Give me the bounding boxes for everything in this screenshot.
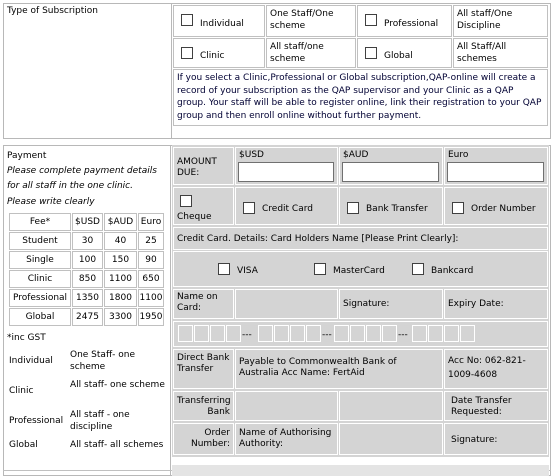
card-digit-box[interactable] [226, 325, 241, 342]
transfer-extra-input[interactable] [339, 391, 443, 421]
professional-label: Professional [384, 19, 439, 29]
cheque-label: Cheque [177, 212, 212, 222]
usd-label: $USD [239, 150, 264, 160]
individual-label: Individual [200, 19, 244, 29]
signature2-label: Signature: [444, 423, 548, 455]
clinic-label: Clinic [200, 51, 225, 61]
fee-table [8, 212, 165, 327]
card-digit-box[interactable] [274, 325, 289, 342]
card-digit-box[interactable] [460, 325, 475, 342]
card-digit-box[interactable] [382, 325, 397, 342]
payment-write-clearly: Please write clearly [7, 197, 95, 207]
card-digit-box[interactable] [366, 325, 381, 342]
transferring-bank-input[interactable] [235, 391, 338, 421]
option-professional-desc: All staff/One Discipline [453, 5, 548, 37]
name-on-card-label: Name on Card: [173, 289, 234, 319]
card-number-separator: --- [398, 330, 408, 340]
fee-cell: 30 [72, 232, 103, 250]
option-clinic-cell[interactable] [173, 38, 265, 68]
method-bank-transfer[interactable] [339, 187, 443, 225]
fee-header-euro: Euro [138, 213, 164, 231]
fee-cell: 25 [138, 232, 164, 250]
global-label: Global [384, 51, 413, 61]
fee-cell: Clinic [9, 270, 71, 288]
credit-card-label: Credit Card [262, 204, 313, 214]
fee-header-aud: $AUD [104, 213, 137, 231]
fee-cell: 2475 [72, 308, 103, 326]
fee-table-header [9, 213, 164, 231]
aud-cell [339, 147, 443, 185]
fee-cell: 1800 [104, 289, 137, 307]
euro-cell [444, 147, 548, 185]
card-digit-box[interactable] [290, 325, 305, 342]
expiry-date-label: Expiry Date: [444, 289, 548, 319]
card-digit-box[interactable] [194, 325, 209, 342]
individual-checkbox[interactable] [181, 14, 193, 26]
option-individual-cell[interactable] [173, 5, 265, 37]
card-digit-box[interactable] [178, 325, 193, 342]
fee-cell: 1350 [72, 289, 103, 307]
bank-transfer-checkbox[interactable] [347, 202, 359, 214]
option-global-cell[interactable] [357, 38, 452, 68]
card-digit-box[interactable] [428, 325, 443, 342]
date-transfer-label: Date Transfer Requested: [444, 391, 548, 421]
option-professional-cell[interactable] [357, 5, 452, 37]
professional-checkbox[interactable] [365, 14, 377, 26]
payable-to-text: Payable to Commonwealth Bank of Australia Acc Name: FertAid [235, 349, 443, 389]
global-checkbox[interactable] [365, 47, 377, 59]
card-type-row [173, 251, 548, 287]
order-number-label: Order Number [471, 204, 536, 214]
visa-label: VISA [237, 266, 258, 276]
fee-header-fee: Fee* [9, 213, 71, 231]
amount-due-label: AMOUNT DUE: [173, 147, 234, 185]
legend-desc: All staff- all schemes [70, 440, 164, 450]
fee-cell: Global [9, 308, 71, 326]
bankcard-checkbox[interactable] [412, 263, 424, 275]
aud-amount-input[interactable] [342, 162, 439, 182]
fee-row [9, 289, 164, 307]
card-digit-box[interactable] [350, 325, 365, 342]
credit-card-checkbox[interactable] [243, 202, 255, 214]
euro-label: Euro [448, 150, 469, 160]
card-digit-box[interactable] [334, 325, 349, 342]
option-individual-desc: One Staff/One scheme [266, 5, 356, 37]
mastercard-checkbox[interactable] [314, 263, 326, 275]
payment-instruction: Please complete payment details for all staff in the one clinic. [7, 166, 157, 191]
fee-row [9, 251, 164, 269]
payment-label: Payment [7, 151, 47, 161]
authorising-input[interactable] [339, 423, 443, 455]
fee-cell: 100 [72, 251, 103, 269]
transferring-bank-label: Transferring Bank [173, 391, 234, 421]
aud-label: $AUD [343, 150, 369, 160]
fee-cell: Single [9, 251, 71, 269]
card-number-row [173, 321, 548, 347]
fee-row [9, 308, 164, 326]
fee-cell: 3300 [104, 308, 137, 326]
clinic-checkbox[interactable] [181, 47, 193, 59]
fee-cell: 650 [138, 270, 164, 288]
card-digit-box[interactable] [210, 325, 225, 342]
fee-row [9, 270, 164, 288]
cheque-checkbox[interactable] [180, 195, 192, 207]
card-digit-box[interactable] [306, 325, 321, 342]
direct-bank-label: Direct Bank Transfer [173, 349, 234, 389]
subscription-label: Type of Subscription [7, 6, 98, 16]
card-number-separator: --- [322, 330, 332, 340]
bank-transfer-label: Bank Transfer [366, 204, 428, 214]
legend-type: Clinic [9, 386, 34, 396]
method-credit-card[interactable] [235, 187, 338, 225]
fee-header-usd: $USD [72, 213, 103, 231]
mastercard-label: MasterCard [333, 266, 385, 276]
signature-label: Signature: [339, 289, 443, 319]
card-digit-box[interactable] [258, 325, 273, 342]
fee-cell: 40 [104, 232, 137, 250]
fee-cell: 90 [138, 251, 164, 269]
account-number-text: Acc No: 062-821-1009-4608 [444, 349, 548, 389]
fee-cell: 1950 [138, 308, 164, 326]
order-number-field-label: Order Number: [173, 423, 234, 455]
euro-amount-input[interactable] [447, 162, 544, 182]
fee-cell: Student [9, 232, 71, 250]
option-global-desc: All Staff/All schemes [453, 38, 548, 68]
legend-desc: One Staff- one scheme [70, 350, 135, 372]
cc-details-label: Credit Card. Details: Card Holders Name [Please Print Clearly]: [173, 227, 548, 250]
name-authorising-label: Name of Authorising Authority: [235, 423, 338, 455]
fee-row [9, 232, 164, 250]
name-on-card-input[interactable] [235, 289, 338, 319]
order-number-checkbox[interactable] [452, 202, 464, 214]
bottom-gray-strip [172, 465, 549, 476]
fee-cell: 850 [72, 270, 103, 288]
fee-cell: 1100 [104, 270, 137, 288]
fee-cell: 150 [104, 251, 137, 269]
usd-amount-input[interactable] [238, 162, 334, 182]
option-clinic-desc: All staff/one scheme [266, 38, 356, 68]
bankcard-label: Bankcard [431, 266, 474, 276]
usd-cell [235, 147, 338, 185]
legend-desc: All staff- one scheme [70, 380, 165, 390]
legend-desc: All staff - one discipline [70, 410, 130, 432]
card-number-separator: --- [242, 330, 252, 340]
fee-cell: Professional [9, 289, 71, 307]
fee-cell: 1100 [138, 289, 164, 307]
subscription-note: If you select a Clinic,Professional or Global subscription,QAP-online will create a record of your subscription as the QAP supervisor and your Clinic as a QAP group. Your staff will be able to register online, link their registration to your QAP group and then enroll online without further payment. [173, 69, 548, 126]
method-cheque[interactable] [173, 187, 234, 225]
card-digit-box[interactable] [444, 325, 459, 342]
visa-checkbox[interactable] [218, 263, 230, 275]
legend-type: Professional [9, 416, 64, 426]
legend-type: Individual [9, 356, 53, 366]
gst-note: *inc GST [7, 333, 46, 343]
method-order-number[interactable] [444, 187, 548, 225]
card-digit-box[interactable] [412, 325, 427, 342]
legend-type: Global [9, 440, 38, 450]
